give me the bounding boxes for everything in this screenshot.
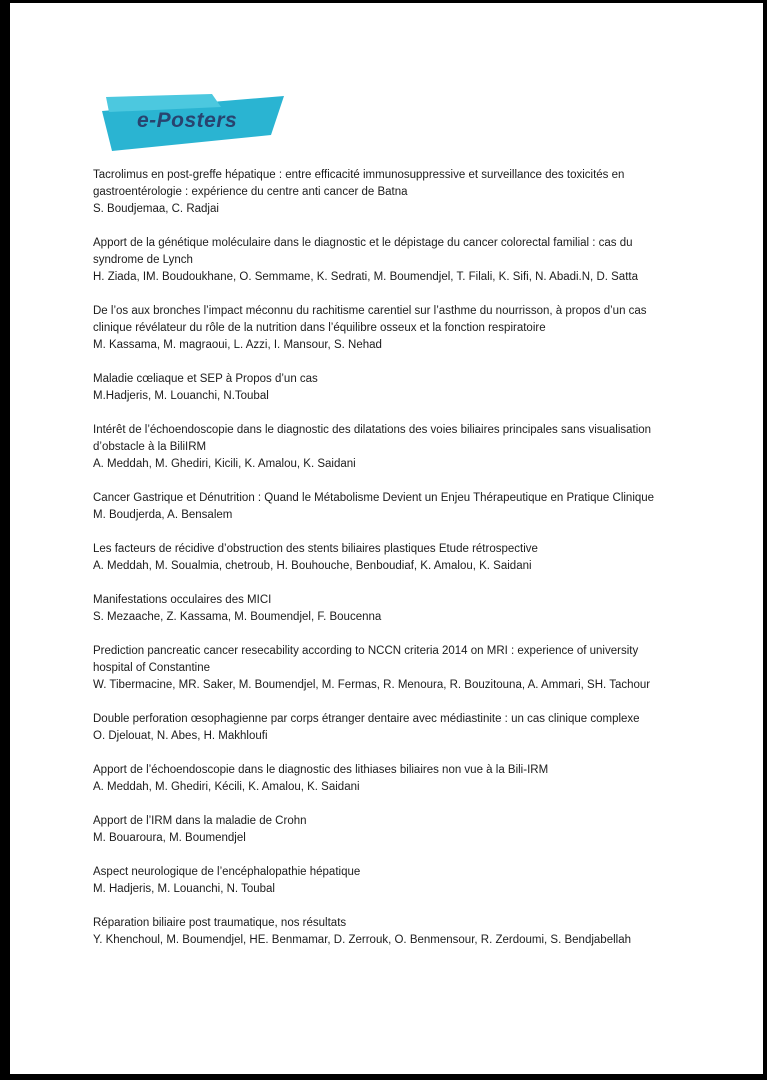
poster-title: Cancer Gastrique et Dénutrition : Quand le Métabolisme Devient un Enjeu Thérapeutique en Pratique Clinique: [93, 492, 655, 504]
poster-authors: O. Djelouat, N. Abes, H. Makhloufi: [93, 730, 268, 742]
eposters-banner: [100, 94, 292, 154]
poster-authors: S. Mezaache, Z. Kassama, M. Boumendjel, F. Boucenna: [93, 611, 382, 623]
poster-title: Double perforation œsophagienne par corps étranger dentaire avec médiastinite : un cas clinique complexe: [93, 713, 640, 725]
poster-entry: [93, 541, 681, 575]
poster-authors: M. Hadjeris, M. Louanchi, N. Toubal: [93, 883, 275, 895]
poster-title: Les facteurs de récidive d’obstruction des stents biliaires plastiques Etude rétrospective: [93, 543, 538, 555]
poster-authors: A. Meddah, M. Soualmia, chetroub, H. Bouhouche, Benboudiaf, K. Amalou, K. Saidani: [93, 560, 532, 572]
poster-title: Tacrolimus en post-greffe hépatique : entre efficacité immunosuppressive et surveillance des toxicités en gastroentérologie : expérience du centre anti cancer de Batna: [93, 169, 625, 198]
poster-entry: [93, 592, 681, 626]
poster-authors: Y. Khenchoul, M. Boumendjel, HE. Benmamar, D. Zerrouk, O. Benmensour, R. Zerdoumi, S. Bendjabellah: [93, 934, 631, 946]
poster-entry: [93, 422, 681, 473]
poster-title: Réparation biliaire post traumatique, nos résultats: [93, 917, 347, 929]
poster-authors: S. Boudjemaa, C. Radjai: [93, 203, 219, 215]
poster-list: [93, 167, 681, 966]
poster-entry: [93, 813, 681, 847]
poster-entry: [93, 371, 681, 405]
poster-title: Maladie cœliaque et SEP à Propos d’un cas: [93, 373, 318, 385]
document-page: [10, 3, 763, 1074]
poster-entry: [93, 864, 681, 898]
poster-authors: M. Bouaroura, M. Boumendjel: [93, 832, 246, 844]
poster-authors: A. Meddah, M. Ghediri, Kécili, K. Amalou, K. Saidani: [93, 781, 360, 793]
poster-entry: [93, 711, 681, 745]
banner-title: e-Posters: [137, 109, 238, 132]
poster-entry: [93, 167, 681, 218]
poster-authors: M.Hadjeris, M. Louanchi, N.Toubal: [93, 390, 269, 402]
poster-authors: A. Meddah, M. Ghediri, Kicili, K. Amalou, K. Saidani: [93, 458, 356, 470]
poster-title: Prediction pancreatic cancer resecability according to NCCN criteria 2014 on MRI : experience of university hospital of Constantine: [93, 645, 639, 674]
poster-authors: M. Boudjerda, A. Bensalem: [93, 509, 233, 521]
poster-authors: M. Kassama, M. magraoui, L. Azzi, I. Mansour, S. Nehad: [93, 339, 382, 351]
poster-title: Apport de la génétique moléculaire dans le diagnostic et le dépistage du cancer colorectal familial : cas du syndrome de Lynch: [93, 237, 633, 266]
poster-entry: [93, 235, 681, 286]
poster-authors: W. Tibermacine, MR. Saker, M. Boumendjel, M. Fermas, R. Menoura, R. Bouzitouna, A. Ammari, SH. Tachour: [93, 679, 651, 691]
poster-title: De l’os aux bronches l’impact méconnu du rachitisme carentiel sur l’asthme du nourrisson, à propos d’un cas clinique révélateur du rôle de la nutrition dans l’équilibre osseux et la fonction respiratoire: [93, 305, 647, 334]
poster-authors: H. Ziada, IM. Boudoukhane, O. Semmame, K. Sedrati, M. Boumendjel, T. Filali, K. Sifi, N. Abadi.N, D. Satta: [93, 271, 638, 283]
poster-entry: [93, 643, 681, 694]
poster-entry: [93, 915, 681, 949]
poster-title: Apport de l’échoendoscopie dans le diagnostic des lithiases biliaires non vue à la Bili-IRM: [93, 764, 549, 776]
poster-entry: [93, 490, 681, 524]
poster-title: Apport de l’IRM dans la maladie de Crohn: [93, 815, 307, 827]
poster-title: Manifestations occulaires des MICI: [93, 594, 272, 606]
poster-title: Intérêt de l’échoendoscopie dans le diagnostic des dilatations des voies biliaires principales sans visualisation d’obstacle à la BiliIRM: [93, 424, 652, 453]
poster-entry: [93, 303, 681, 354]
poster-title: Aspect neurologique de l’encéphalopathie hépatique: [93, 866, 361, 878]
poster-entry: [93, 762, 681, 796]
